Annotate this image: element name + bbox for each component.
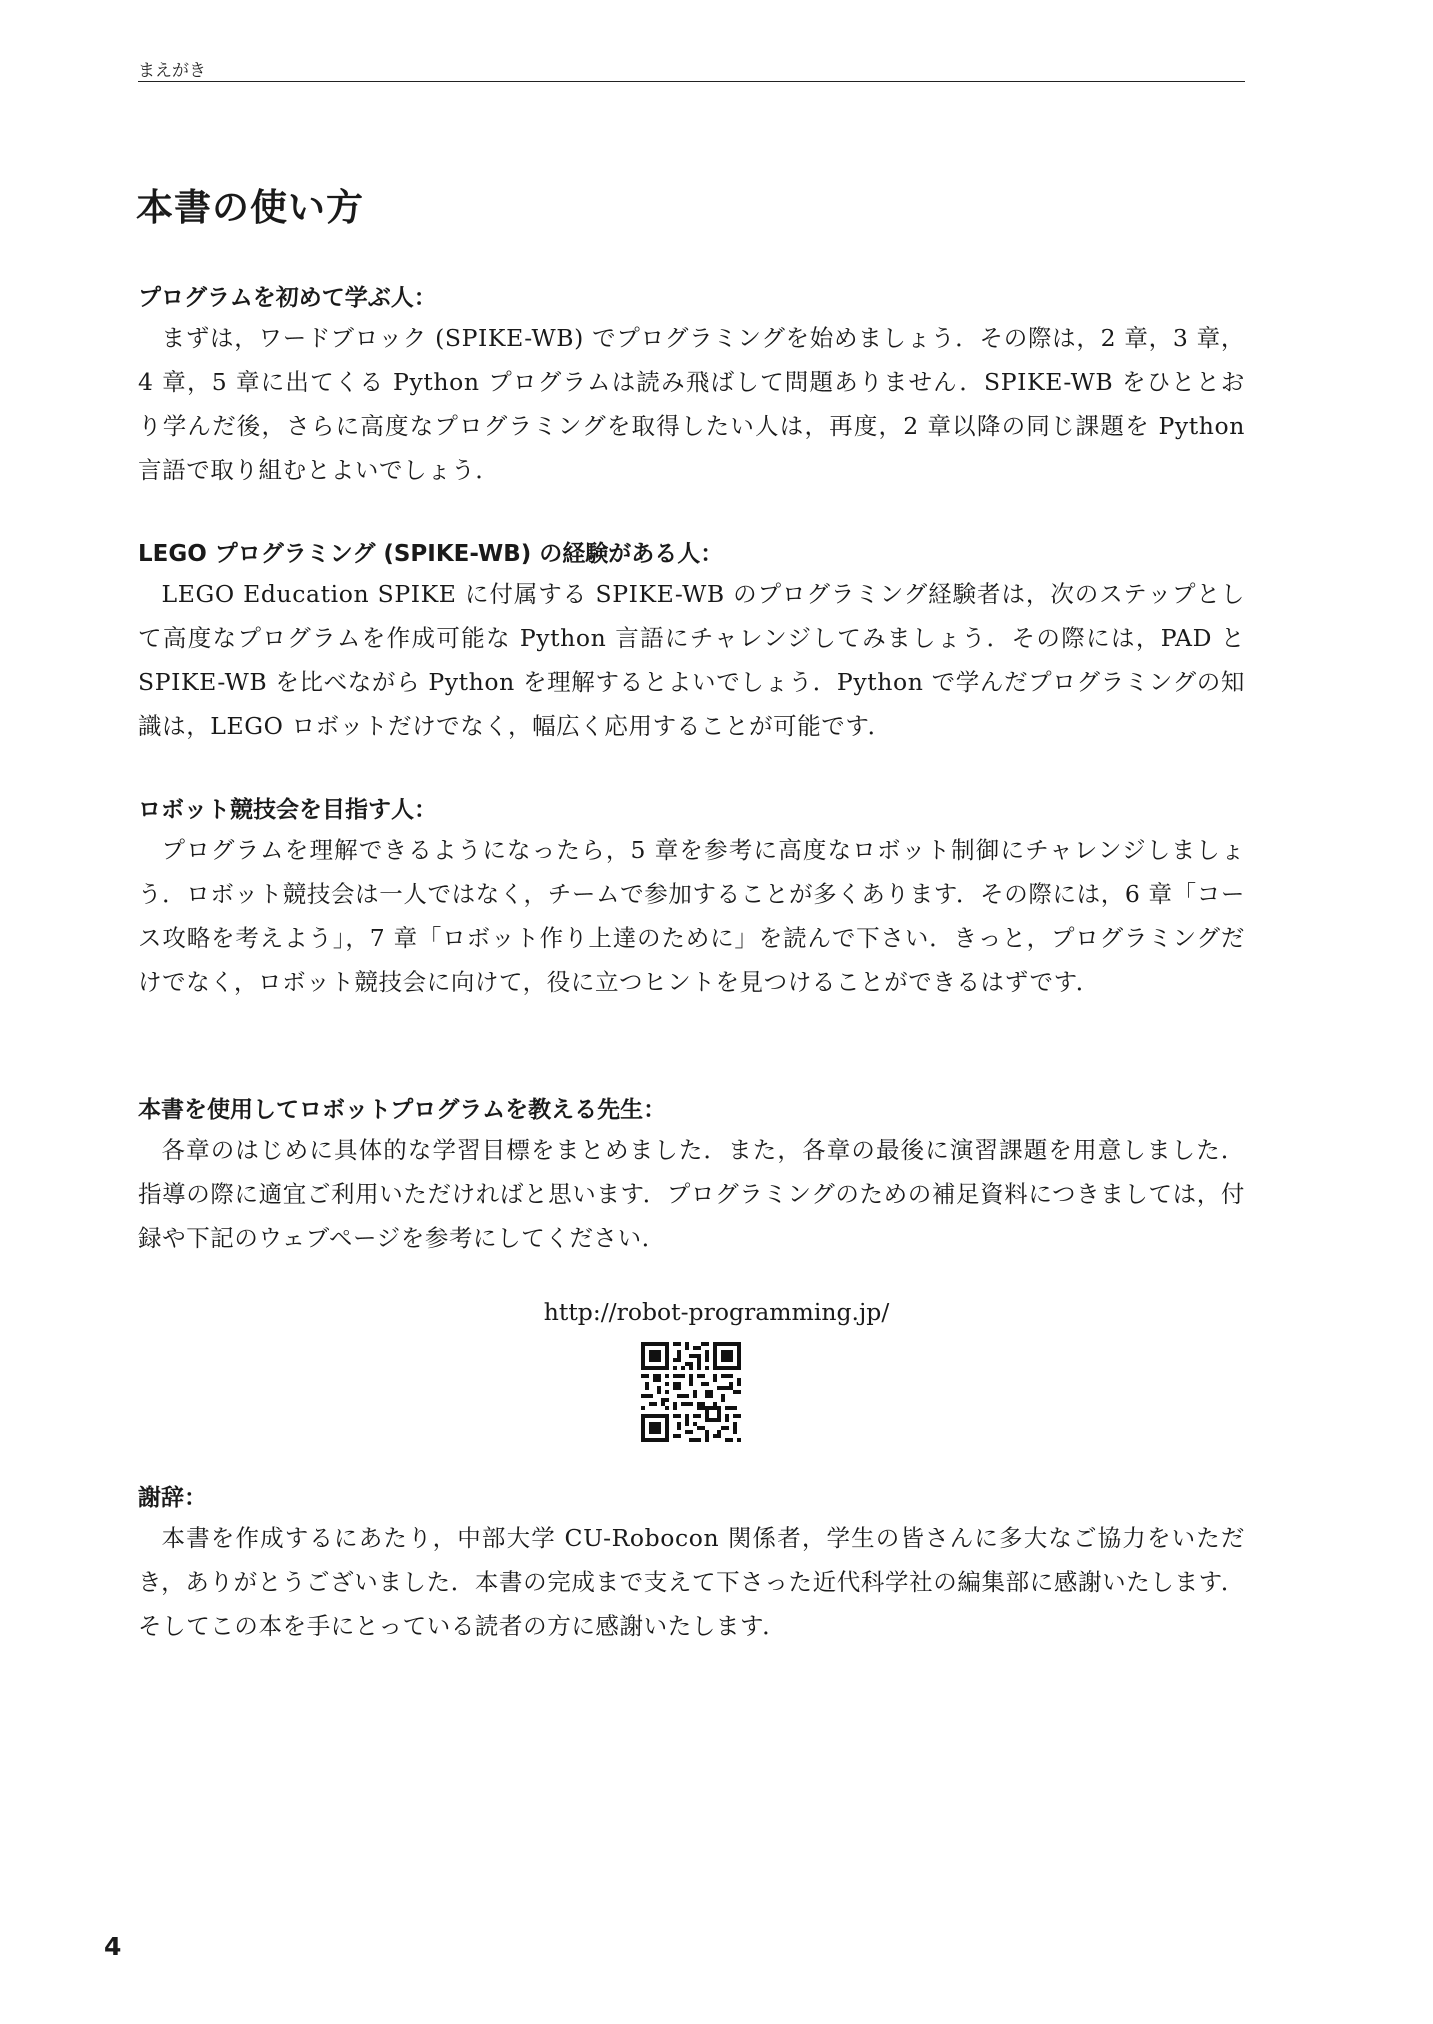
section-lego-experienced: [138, 536, 1245, 748]
section-body: まずは，ワードブロック (SPIKE-WB) でプログラミングを始めましょう．その際は，2 章，3 章，4 章，5 章に出てくる Python プログラムは読み飛ばして問題ありません．SPIKE-WB をひととおり学んだ後，さらに高度なプログラミングを取得したい人は，再度，2 章以降の同じ課題を Python 言語で取り組むとよいでしょう．: [138, 324, 1245, 484]
qr-code-icon: [641, 1342, 741, 1442]
section-competition: [138, 792, 1245, 1004]
section-heading: 本書を使用してロボットプログラムを教える先生：: [138, 1097, 667, 1123]
section-body: 本書を作成するにあたり，中部大学 CU-Robocon 関係者，学生の皆さんに多大なご協力をいただき，ありがとうございました．本書の完成まで支えて下さった近代科学社の編集部に感謝いたします．そしてこの本を手にとっている読者の方に感謝いたします．: [138, 1524, 1245, 1640]
website-url[interactable]: http://robot-programming.jp/: [543, 1298, 890, 1326]
section-acknowledgements: [138, 1480, 1245, 1648]
section-teachers: [138, 1092, 1245, 1260]
page-number: 4: [104, 1932, 122, 1961]
section-heading: LEGO プログラミング (SPIKE-WB) の経験がある人：: [138, 541, 724, 567]
section-body: 各章のはじめに具体的な学習目標をまとめました．また，各章の最後に演習課題を用意しました．指導の際に適宜ご利用いただければと思います．プログラミングのための補足資料につきましては，付録や下記のウェブページを参考にしてください．: [138, 1136, 1245, 1252]
section-beginners: [138, 280, 1245, 492]
section-body: プログラムを理解できるようになったら，5 章を参考に高度なロボット制御にチャレンジしましょう．ロボット競技会は一人ではなく，チームで参加することが多くあります．その際には，6 章「コース攻略を考えよう」，7 章「ロボット作り上達のために」を読んで下さい．きっと，プログラミングだけでなく，ロボット競技会に向けて，役に立つヒントを見つけることができるはずです．: [138, 836, 1245, 996]
section-heading: 謝辞：: [138, 1485, 207, 1511]
section-heading: プログラムを初めて学ぶ人：: [138, 285, 437, 311]
section-heading: ロボット競技会を目指す人：: [138, 797, 437, 823]
header-rule: [138, 81, 1245, 82]
page-title: 本書の使い方: [136, 186, 364, 229]
running-head: まえがき: [138, 61, 206, 81]
section-body: LEGO Education SPIKE に付属する SPIKE-WB のプログラミング経験者は，次のステップとして高度なプログラムを作成可能な Python 言語にチャレンジしてみましょう．その際には，PAD と SPIKE-WB を比べながら Python を理解するとよいでしょう．Python で学んだプログラミングの知識は，LEGO ロボットだけでなく，幅広く応用することが可能です．: [138, 580, 1245, 740]
